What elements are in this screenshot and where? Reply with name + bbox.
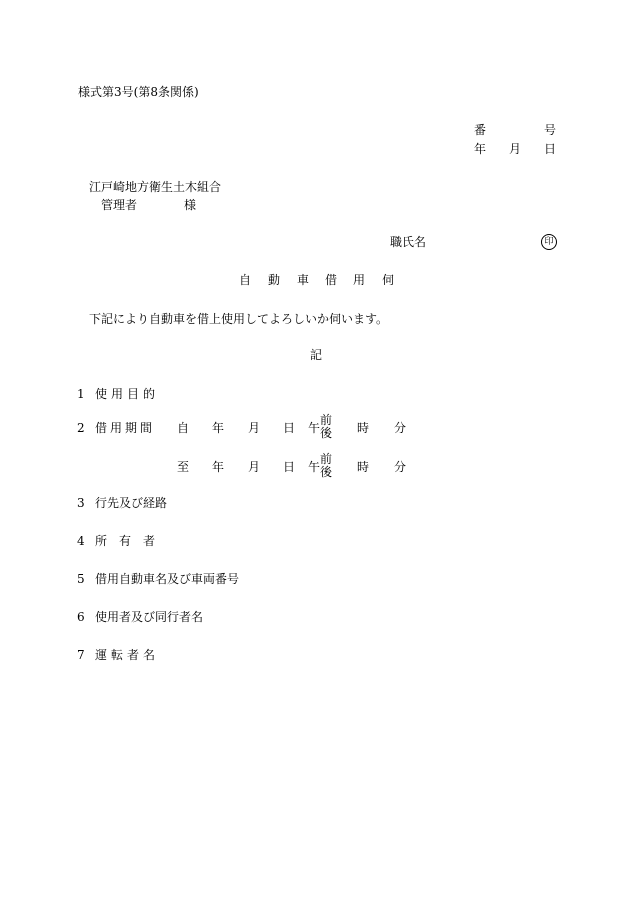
item-4-char: 所 <box>95 534 108 548</box>
item-4-char: 者 <box>143 534 156 548</box>
title-char-6: 伺 <box>382 273 395 287</box>
item-2-char: 期 <box>125 421 138 435</box>
pm-label: 後 <box>320 465 333 479</box>
applicant-label: 職氏名 <box>390 235 427 249</box>
period-to-label: 至 <box>177 460 190 474</box>
item-7-char: 名 <box>143 648 156 662</box>
item-5-label: 借用自動車名及び車両番号 <box>95 572 240 586</box>
period-from-day: 日 <box>283 421 296 435</box>
item-1-char: 使 <box>95 387 108 401</box>
item-4-number: 4 <box>77 534 85 548</box>
form-code: 様式第3号(第8条関係) <box>78 85 199 99</box>
item-6-number: 6 <box>77 610 85 624</box>
number-suffix: 号 <box>544 123 557 137</box>
item-2-char: 用 <box>110 421 123 435</box>
year-label: 年 <box>474 142 487 156</box>
period-from-hour: 時 <box>357 421 370 435</box>
item-7-number: 7 <box>77 648 85 662</box>
item-1-number: 1 <box>77 387 85 401</box>
period-to-day: 日 <box>283 460 296 474</box>
title-char-4: 借 <box>325 273 338 287</box>
item-2-number: 2 <box>77 421 85 435</box>
day-label: 日 <box>544 142 557 156</box>
item-5-number: 5 <box>77 572 85 586</box>
item-6-label: 使用者及び同行者名 <box>95 610 204 624</box>
item-4-char: 有 <box>119 534 132 548</box>
am-label: 前 <box>320 413 333 427</box>
number-label: 番 <box>474 123 487 137</box>
addressee-org: 江戸崎地方衛生土木組合 <box>89 180 222 194</box>
item-7-char: 者 <box>127 648 140 662</box>
item-1-char: 的 <box>143 387 156 401</box>
item-2-char: 借 <box>95 421 108 435</box>
item-7-char: 転 <box>111 648 124 662</box>
title-char-5: 用 <box>353 273 366 287</box>
item-7-char: 運 <box>95 648 108 662</box>
period-from-label: 自 <box>177 421 190 435</box>
period-from-go: 午 <box>308 421 321 435</box>
title-char-3: 車 <box>297 273 310 287</box>
item-2-char: 間 <box>140 421 153 435</box>
item-3-label: 行先及び経路 <box>95 496 168 510</box>
period-from-year: 年 <box>212 421 225 435</box>
item-3-number: 3 <box>77 496 85 510</box>
period-from-month: 月 <box>248 421 261 435</box>
period-to-year: 年 <box>212 460 225 474</box>
addressee-role: 管理者 <box>101 198 138 212</box>
period-to-hour: 時 <box>357 460 370 474</box>
period-to-go: 午 <box>308 460 321 474</box>
item-1-char: 目 <box>127 387 140 401</box>
title-char-1: 自 <box>239 273 252 287</box>
month-label: 月 <box>509 142 522 156</box>
ki-label: 記 <box>310 348 323 362</box>
addressee-honorific: 様 <box>184 198 197 212</box>
intro-text: 下記により自動車を借上使用してよろしいか伺います。 <box>89 312 389 326</box>
period-to-month: 月 <box>248 460 261 474</box>
title-char-2: 動 <box>268 273 281 287</box>
period-from-ampm <box>320 414 332 440</box>
item-1-char: 用 <box>111 387 124 401</box>
period-to-ampm <box>320 453 332 479</box>
am-label: 前 <box>320 452 333 466</box>
pm-label: 後 <box>320 426 333 440</box>
period-from-minute: 分 <box>394 421 407 435</box>
seal-mark: 印 <box>541 234 557 250</box>
period-to-minute: 分 <box>394 460 407 474</box>
